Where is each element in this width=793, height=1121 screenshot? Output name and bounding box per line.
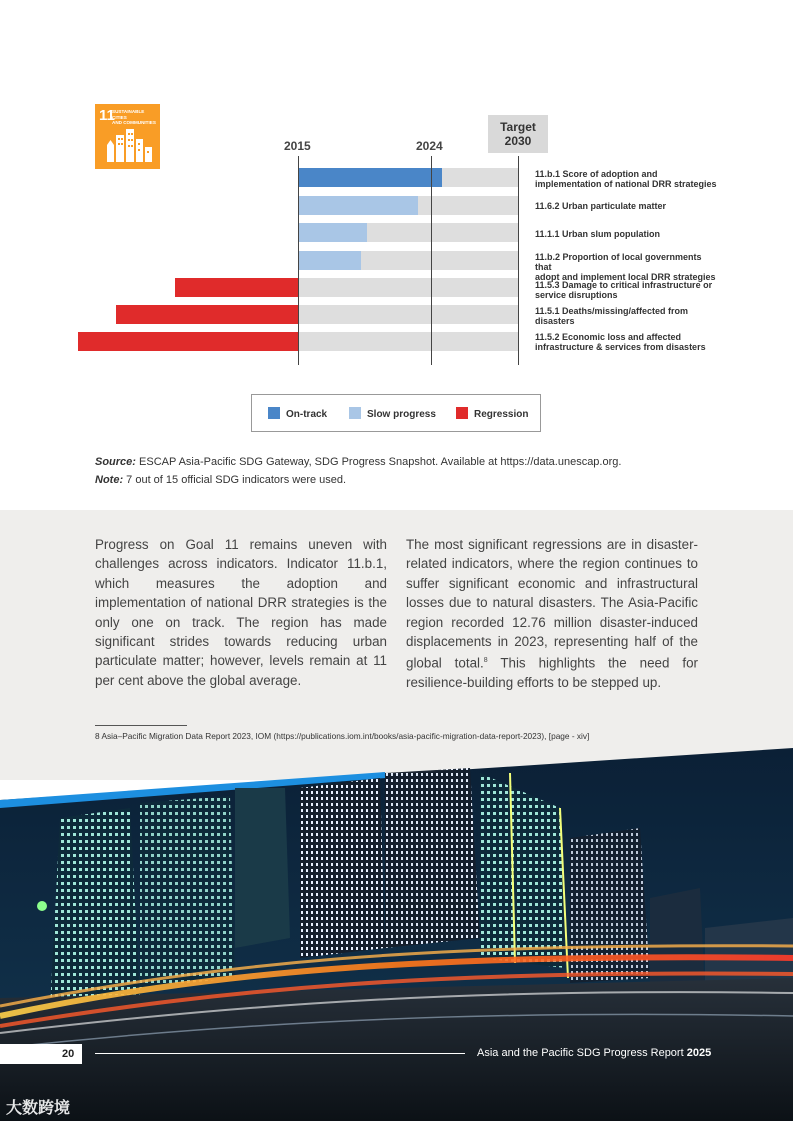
indicator-label: 11.5.1 Deaths/missing/affected from disasters xyxy=(535,306,689,326)
sdg-label: SUSTAINABLE CITIES AND COMMUNITIES xyxy=(112,109,156,125)
footnote-ref[interactable]: 8 xyxy=(483,657,488,665)
report-title: Asia and the Pacific SDG Progress Report 2025 xyxy=(477,1047,712,1059)
indicator-label: 11.6.2 Urban particulate matter xyxy=(535,201,667,211)
sdg-number: 11 xyxy=(99,107,115,124)
watermark: 大数跨境 xyxy=(6,1100,71,1117)
bar-track xyxy=(299,332,519,351)
bar-track xyxy=(299,305,519,324)
target-2030-label: Target 2030 xyxy=(488,115,548,153)
legend-regression: Regression xyxy=(456,407,528,420)
footnote-divider xyxy=(95,725,187,726)
legend-slow-progress: Slow progress xyxy=(349,407,436,420)
indicator-label: 11.5.3 Damage to critical infrastructure or service disruptions xyxy=(535,280,713,300)
footnote-8: 8 Asia–Pacific Migration Data Report 2023, IOM (https://publications.iom.int/books/asia-pacific-migration-data-report-2023), [page - xiv] xyxy=(95,731,590,741)
sdg-11-badge xyxy=(95,104,160,169)
bar-track xyxy=(299,278,519,297)
target-2030-line xyxy=(518,156,519,365)
slow-progress-swatch xyxy=(349,407,361,419)
current-2024-line xyxy=(431,156,432,365)
indicator-label: 11.b.2 Proportion of local governments that adopt and implement local DRR strategies xyxy=(535,252,716,282)
on-track-swatch xyxy=(268,407,280,419)
year-2024-label: 2024 xyxy=(416,139,443,153)
indicator-bar xyxy=(175,278,299,297)
indicator-bar xyxy=(78,332,299,351)
note-line: Note: 7 out of 15 official SDG indicators were used. xyxy=(95,474,347,486)
body-right-column: The most significant regressions are in disaster-related indicators, where the region continues to suffer significant economic and infrastructural losses due to natural disasters. The Asia-Pacific region recorded 12.76 million disaster-induced displacements in 2023, representing half of the global total.$^8$ This highlights the need for resilience-building efforts to be stepped up. xyxy=(406,537,698,691)
indicator-label: 11.5.2 Economic loss and affected infrastructure & services from disasters xyxy=(535,332,706,352)
chart-legend xyxy=(251,394,541,432)
year-2015-label: 2015 xyxy=(284,139,311,153)
legend-on-track: On-track xyxy=(268,407,327,420)
city-night-photo xyxy=(0,748,793,1121)
indicator-bar xyxy=(299,196,418,215)
baseline-2015-line xyxy=(298,156,299,365)
regression-swatch xyxy=(456,407,468,419)
body-left-column: Progress on Goal 11 remains uneven with challenges across indicators. Indicator 11.b.1, which measures the adoption and implementation of national DRR strategies is the only one on track. The region has made significant strides towards reducing urban particulate matter; however, levels remain at 11 per cent above the global average. xyxy=(95,537,387,688)
city-buildings-icon xyxy=(105,129,153,163)
indicator-label: 11.b.1 Score of adoption and implementation of national DRR strategies xyxy=(535,169,717,189)
source-line: Source: ESCAP Asia-Pacific SDG Gateway, SDG Progress Snapshot. Available at https://data.unescap.org. xyxy=(95,456,622,468)
footer-rule xyxy=(95,1053,465,1054)
indicator-bar xyxy=(299,168,442,187)
page-number: 20 xyxy=(62,1048,75,1060)
indicator-bar xyxy=(116,305,299,324)
indicator-bar xyxy=(299,223,367,242)
indicator-bar xyxy=(299,251,361,270)
indicator-label: 11.1.1 Urban slum population xyxy=(535,229,661,239)
city-skyline-illustration xyxy=(0,748,793,1121)
